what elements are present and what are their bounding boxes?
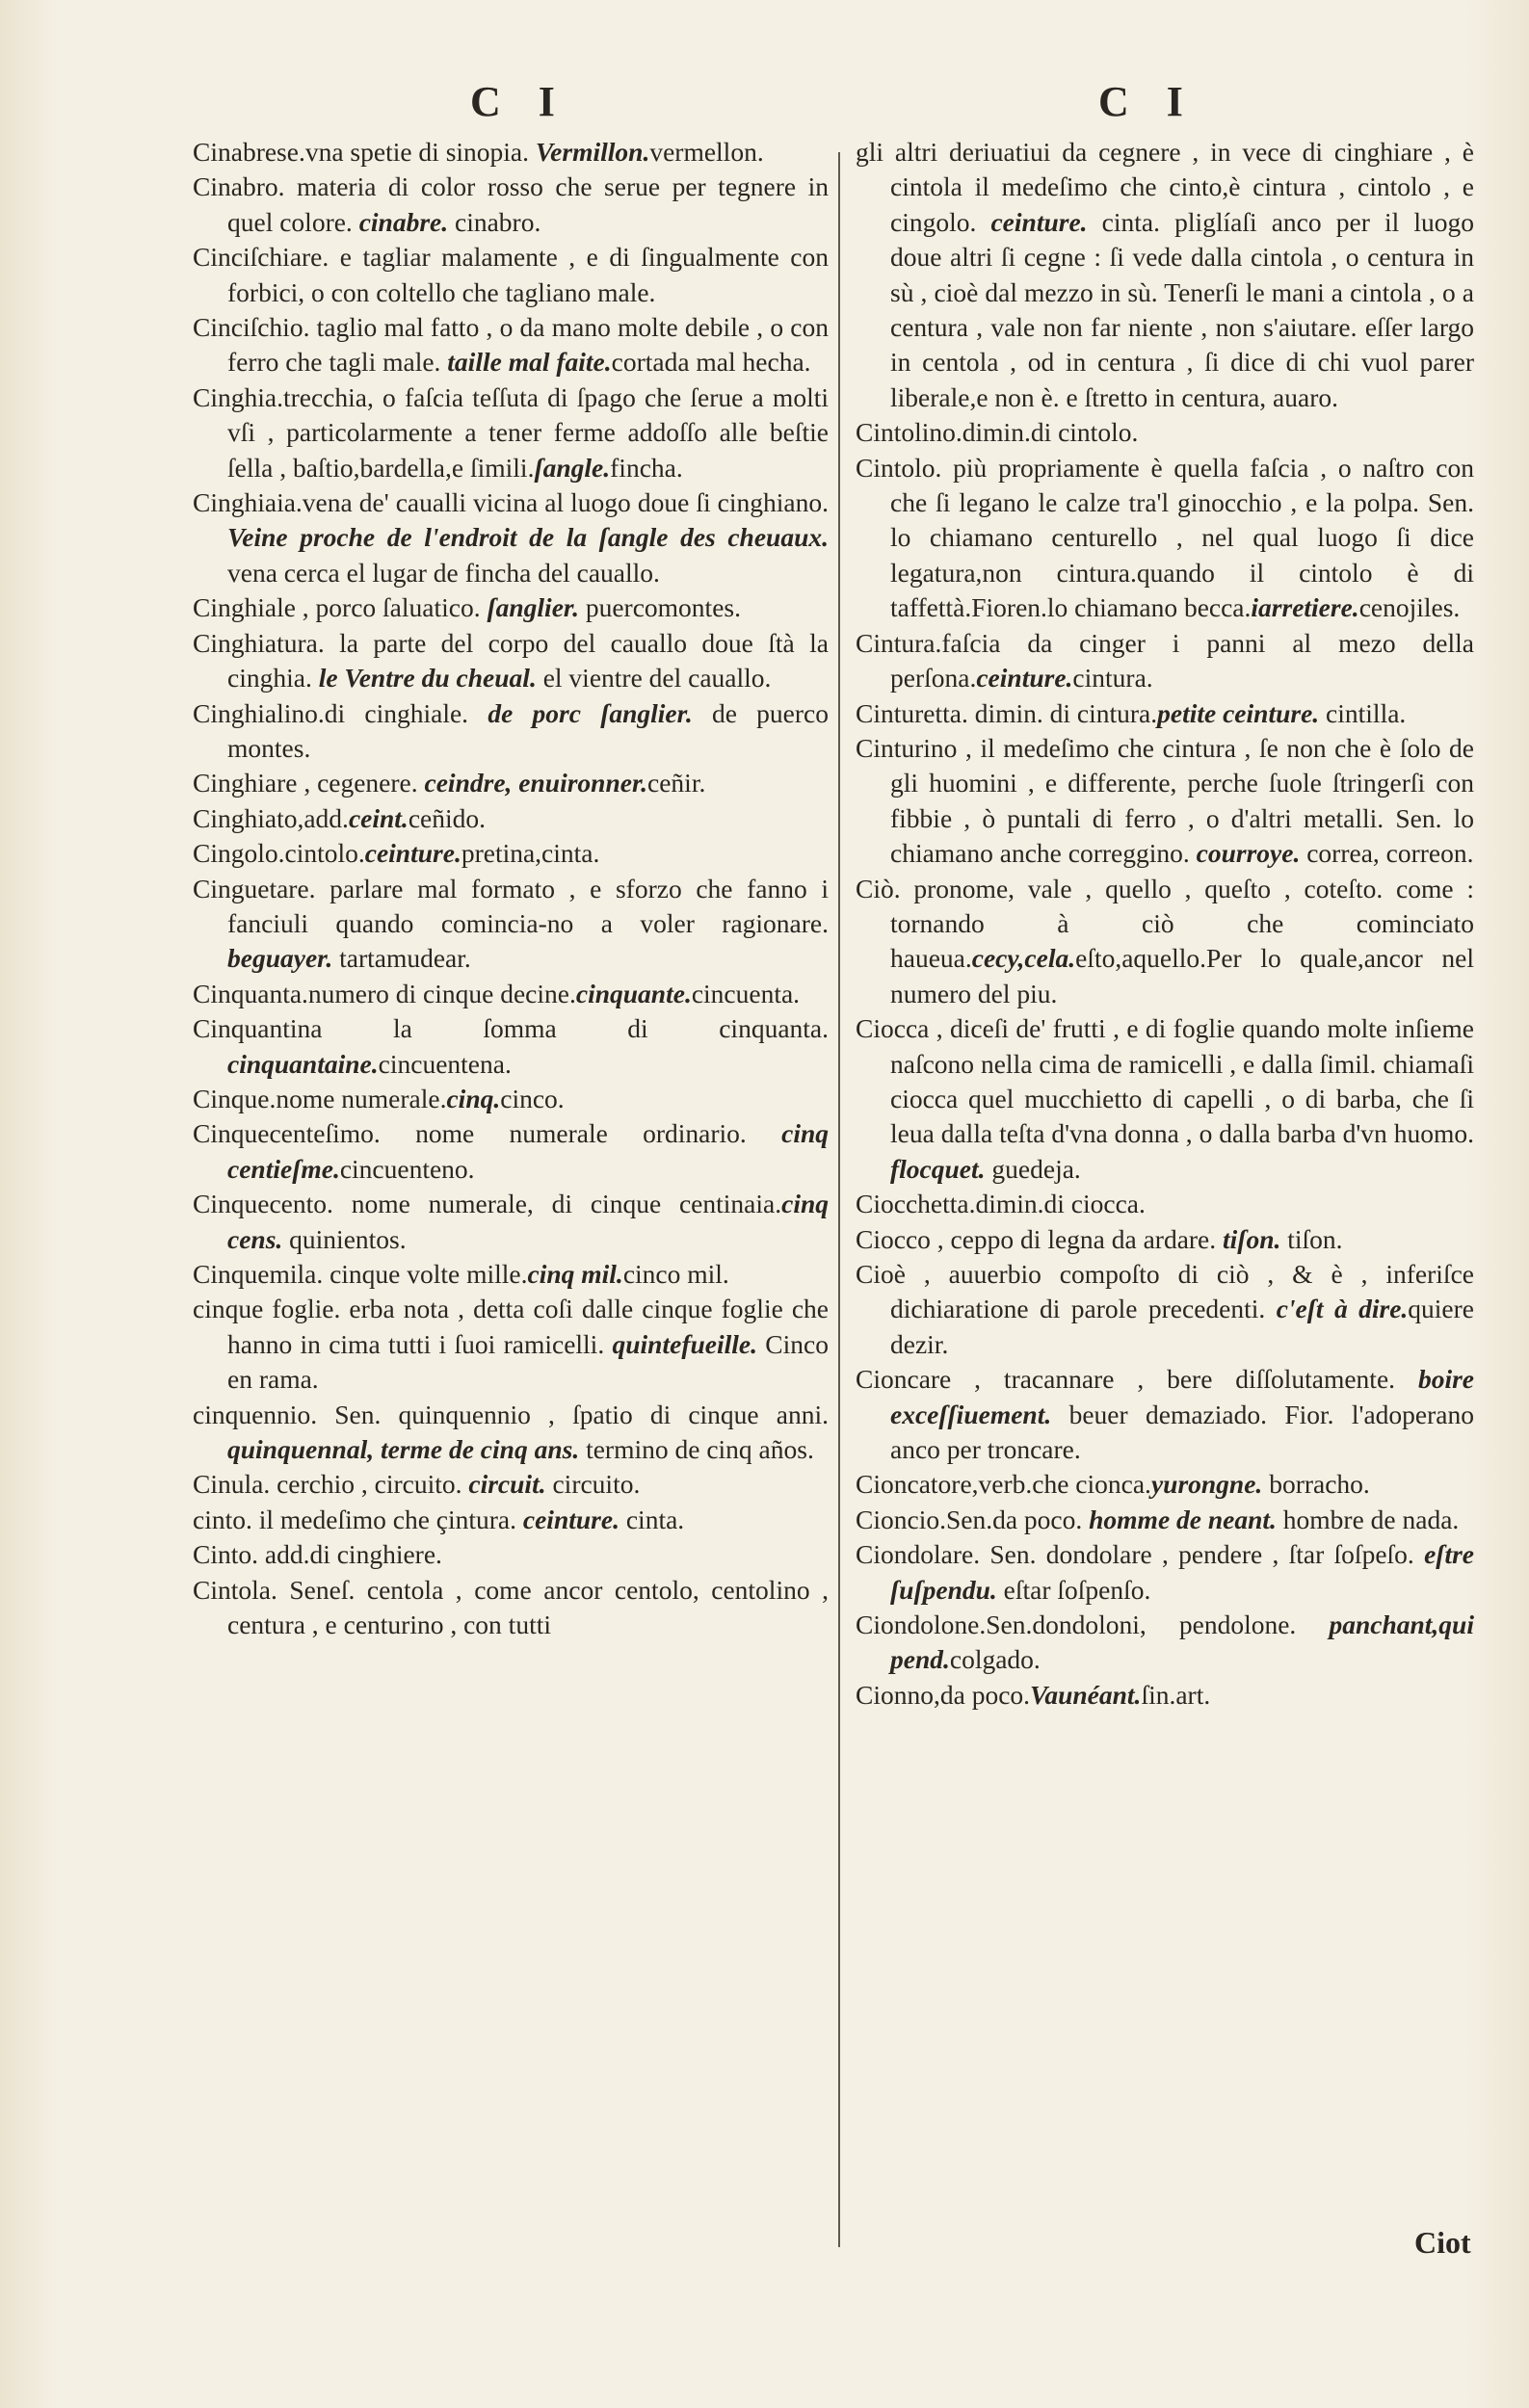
dictionary-entry: Cinghiare , cegenere. ceindre, enuironner.ceñir. [193,768,706,798]
dictionary-entry: Ciocco , ceppo di legna da ardare. tiſon. tiſon. [856,1223,1343,1254]
dictionary-entry: Cionno,da poco.Vaunéant.ſin.art. [856,1679,1211,1710]
dictionary-entry: Cintolino.dimin.di cintolo. [856,417,1139,448]
dictionary-entry: Cinque.nome numerale.cinq.cinco. [193,1083,565,1113]
dictionary-entry: Cinghia.trecchia, o faſcia teſſuta di ſpago che ſerue a molti vſi , particolarmente a tener ferme addoſſo alle beſtie ſella , baſtio,bardella,e ſimili.ſangle.fincha. [193,381,829,483]
dictionary-entry: Ciocchetta.dimin.di ciocca. [856,1189,1146,1219]
dictionary-entry: Cinghiale , porco ſaluatico. ſanglier. puercomontes. [193,592,741,623]
dictionary-entry: Cioncatore,verb.che cionca.yurongne. borracho. [856,1469,1370,1500]
dictionary-entry: Cinto. add.di cinghiere. [193,1539,442,1570]
dictionary-entry: Cioncio.Sen.da poco. homme de neant. hombre de nada. [856,1504,1460,1534]
dictionary-entry: Cinghiatura. la parte del corpo del cauallo doue ſtà la cinghia. le Ventre du cheual. el vientre del cauallo. [193,627,829,694]
dictionary-entry: Ciò. pronome, vale , quello , queſto , coteſto. come : tornando à ciò che cominciato haueua.cecy,cela.eſto,aquello.Per lo quale,ancor nel numero del piu. [856,873,1474,1008]
dictionary-entry: Cintola. Seneſ. centola , come ancor centolo, centolino , centura , e centurino , con tutti [193,1574,829,1640]
dictionary-entry: Cinghialino.di cinghiale. de porc ſanglier. de puerco montes. [193,697,829,763]
catchword: Ciot [1414,2225,1471,2260]
dictionary-entry: Cinquemila. cinque volte mille.cinq mil.cinco mil. [193,1259,729,1289]
dictionary-entry: Cinciſchio. taglio mal fatto , o da mano molte debile , o con ferro che tagli male. taille mal faite.cortada mal hecha. [193,312,829,378]
dictionary-entry: Cinciſchiare. e tagliar malamente , e di ſingualmente con forbici, o con coltello che tagliano male. [193,242,829,307]
dictionary-entry: Cinquantina la ſomma di cinquanta. cinquantaine.cincuentena. [193,1013,829,1079]
dictionary-entry: Cintura.faſcia da cinger i panni al mezo della perſona.ceinture.cintura. [856,627,1474,694]
dictionary-entry: Cinguetare. parlare mal formato , e sforzo che fanno i fanciuli quando comincia-no a voler ragionare. beguayer. tartamudear. [193,873,829,974]
dictionary-entry: Ciondolare. Sen. dondolare , pendere , ſtar ſoſpeſo. eſtre ſuſpendu. eſtar ſoſpenſo. [856,1539,1474,1605]
dictionary-entry: cinquennio. Sen. quinquennio , ſpatio di cinque anni. quinquennal, terme de cinq ans. termino de cinq años. [193,1399,829,1465]
left-column [193,135,829,1642]
dictionary-entry: gli altri deriuatiui da cegnere , in vece di cinghiare , è cintola il medeſimo che cinto,è cintura , cintolo , e cingolo. ceinture. cinta. pliglíaſi anco per il luogo doue altri ſi cegne : ſi vede dalla cintola , o centura in sù , cioè dal mezzo in sù. Tenerſi le mani a cintola , o a centura , vale non far niente , non s'aiutare. eſſer largo in centola , od in centura , ſi dice di chi vuol parer liberale,e non è. e ſtretto in centura, auaro. [856,137,1474,412]
dictionary-entry: Cinabro. materia di color rosso che serue per tegnere in quel colore. cinabre. cinabro. [193,171,829,237]
dictionary-entry: Cinquecenteſimo. nome numerale ordinario. cinq centieſme.cincuenteno. [193,1118,829,1184]
dictionary-entry: Cioncare , tracannare , bere diſſolutamente. boire exceſſiuement. beuer demaziado. Fior. l'adoperano anco per troncare. [856,1364,1474,1465]
column-divider [838,152,840,2247]
left-running-header: C I [470,78,568,125]
dictionary-entry: Cinula. cerchio , circuito. circuit. circuito. [193,1469,641,1500]
dictionary-entry: Cioè , auuerbio compoſto di ciò , & è , inferiſce dichiaratione di parole precedenti. c'eſt à dire.quiere dezir. [856,1259,1475,1359]
dictionary-entry: cinto. il medeſimo che çintura. ceinture. cinta. [193,1504,685,1534]
dictionary-entry: Ciocca , diceſi de' frutti , e di foglie quando molte inſieme naſcono nella cima de ramicelli , e dalla ſimil. chiamaſi ciocca quel mucchietto di capelli , o di barba, che ſi leua dalla teſta d'vna donna , o dalla barba d'vn huomo. flocquet. guedeja. [856,1013,1474,1184]
dictionary-entry: Cingolo.cintolo.ceinture.pretina,cinta. [193,838,600,869]
dictionary-entry: Cintolo. più propriamente è quella faſcia , o naſtro con che ſi legano le calze tra'l ginocchio , e la polpa. Sen. lo chiamano centurello , nel qual luogo ſi dice legatura,non cintura.quando il cintolo è di taffettà.Fioren.lo chiamano becca.iarretiere.cenojiles. [856,452,1474,623]
right-running-header: C I [1098,78,1197,125]
dictionary-entry: Cinquanta.numero di cinque decine.cinquante.cincuenta. [193,978,801,1008]
dictionary-entry: Cinabrese.vna spetie di sinopia. Vermillon.vermellon. [193,137,764,167]
dictionary-entry: Cinghiato,add.ceint.ceñido. [193,802,486,833]
dictionary-entry: Cinquecento. nome numerale, di cinque centinaia.cinq cens. quinientos. [193,1189,829,1254]
dictionary-entry: Cinturetta. dimin. di cintura.petite ceinture. cintilla. [856,697,1407,728]
dictionary-entry: Cinturino , il medeſimo che cintura , ſe non che è ſolo de gli huomini , e differente, perche ſuole ſtringerſi con fibbie , ò puntali di ferro , o d'altri metalli. Sen. lo chiamano anche correggino. courroye. correa, correon. [856,732,1474,869]
right-column [856,135,1474,1713]
dictionary-entry: Ciondolone.Sen.dondoloni, pendolone. panchant,qui pend.colgado. [856,1610,1474,1675]
dictionary-entry: Cinghiaia.vena de' caualli vicina al luogo doue ſi cinghiano. Veine proche de l'endroit de la ſangle des cheuaux. vena cerca el lugar de fincha del cauallo. [193,487,829,588]
dictionary-entry: cinque foglie. erba nota , detta coſi dalle cinque foglie che hanno in cima tutti i ſuoi ramicelli. quintefueille. Cinco en rama. [193,1294,829,1395]
